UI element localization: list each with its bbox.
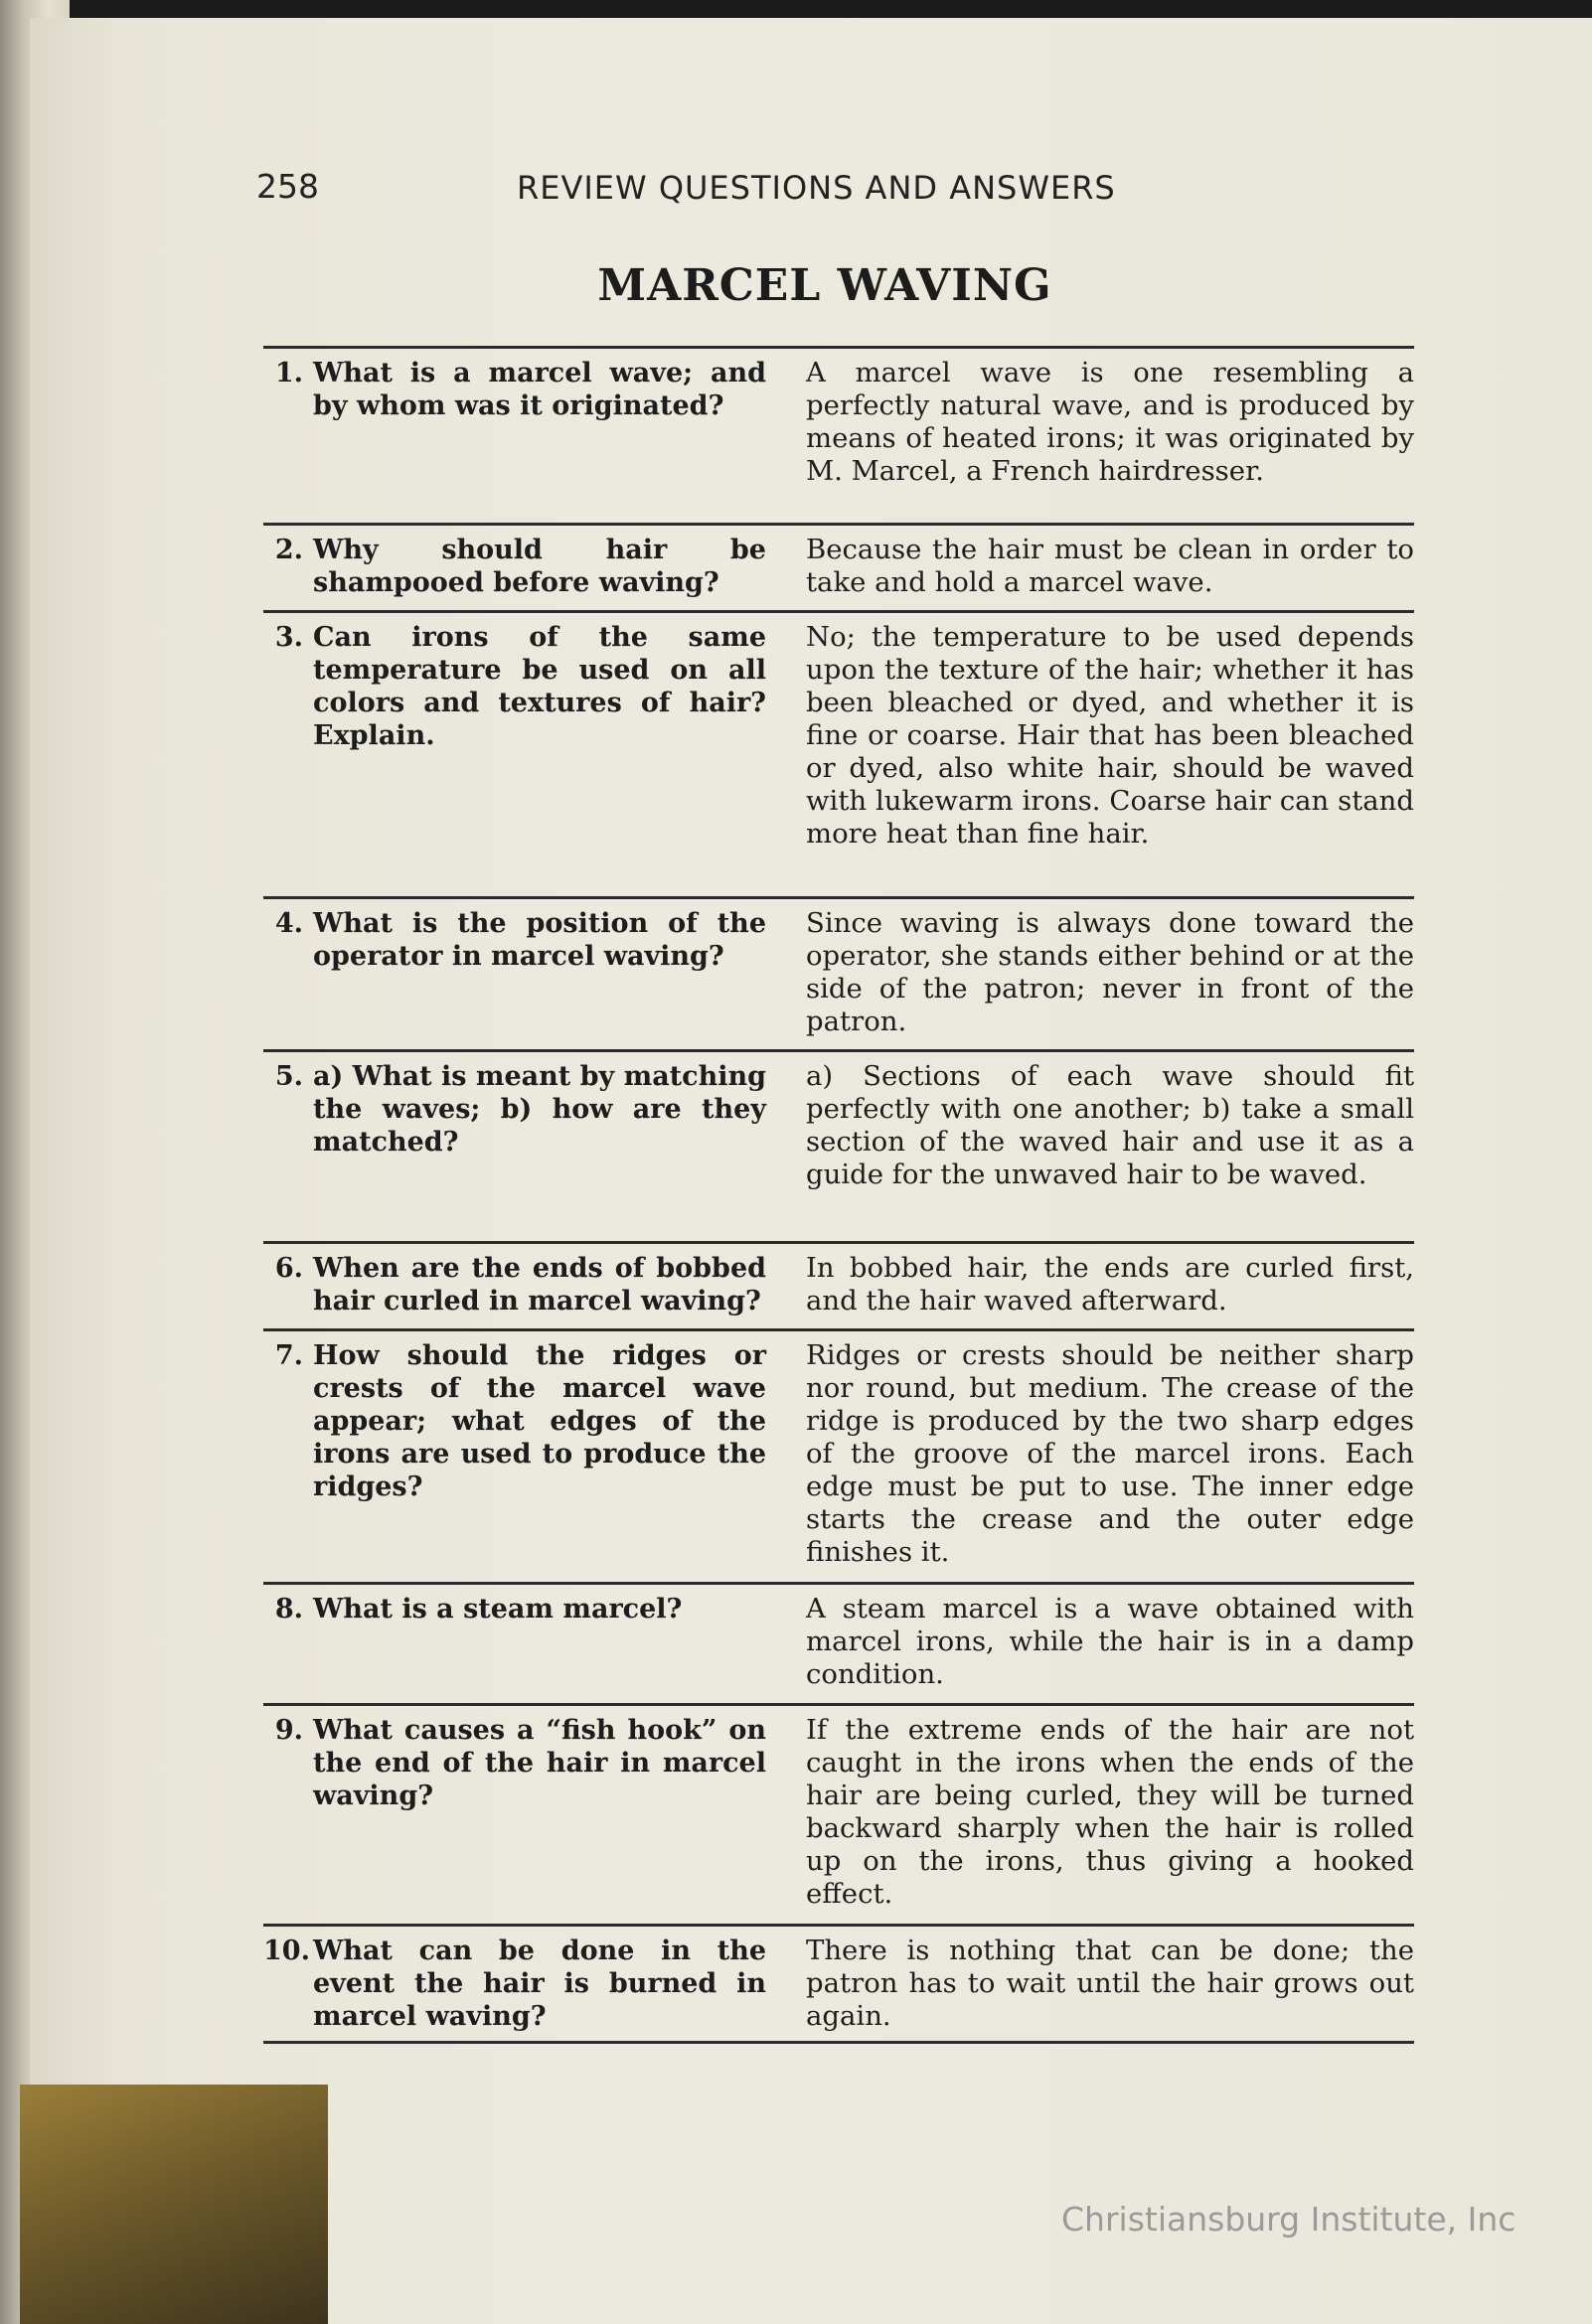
- question-number: 4.: [274, 908, 303, 939]
- qa-table: [263, 346, 1414, 2044]
- question-text: How should the ridges or crests of the marcel wave appear; what edges of the irons are used to produce the ridges?: [313, 1340, 766, 1502]
- qa-row: [263, 1244, 1414, 1331]
- question-number: 10.: [263, 1936, 310, 1966]
- question-text: What can be done in the event the hair is burned in marcel waving?: [313, 1936, 766, 2032]
- question-number: 5.: [274, 1061, 303, 1092]
- answer-text: Since waving is always done toward the operator, she stands either behind or at the side of the patron; never in front of the patron.: [806, 907, 1414, 1037]
- qa-row: [263, 1927, 1414, 2044]
- qa-row: [263, 899, 1414, 1052]
- question: [263, 1714, 766, 1914]
- question-text: Can irons of the same temperature be used on all colors and textures of hair? Explain.: [313, 622, 766, 751]
- page-number: 258: [256, 167, 319, 206]
- answer-text: A marcel wave is one resembling a perfectly natural wave, and is produced by means of heated irons; it was originated by M. Marcel, a French hairdresser.: [806, 357, 1414, 487]
- answer-text: Ridges or crests should be neither sharp nor round, but medium. The crease of the ridge is produced by the two sharp edges of the groove of the marcel irons. Each edge must be put to use. The inner edge starts the crease and the outer edge finishes it.: [806, 1339, 1414, 1568]
- question-text: When are the ends of bobbed hair curled in marcel waving?: [313, 1253, 766, 1317]
- question: [263, 534, 766, 600]
- question: [263, 621, 766, 886]
- question-number: 3.: [274, 622, 303, 653]
- qa-row: [263, 1331, 1414, 1585]
- question-number: 8.: [274, 1594, 303, 1625]
- running-head: REVIEW QUESTIONS AND ANSWERS: [517, 169, 1116, 207]
- watermark: Christiansburg Institute, Inc: [1061, 2200, 1516, 2239]
- question: [263, 357, 766, 513]
- qa-row: [263, 526, 1414, 613]
- qa-row: [263, 349, 1414, 526]
- question-number: 2.: [274, 535, 303, 565]
- question-text: What is the position of the operator in marcel waving?: [313, 908, 766, 972]
- question-text: a) What is meant by matching the waves; b) how are they matched?: [313, 1061, 766, 1158]
- question-number: 6.: [274, 1253, 303, 1284]
- answer-text: If the extreme ends of the hair are not caught in the irons when the ends of the hair are being curled, they will be turned backward sharply when the hair is rolled up on the irons, thus giving a hooked effect.: [806, 1714, 1414, 1910]
- question: [263, 1935, 766, 2031]
- question: [263, 1252, 766, 1318]
- question-number: 1.: [274, 358, 303, 388]
- answer-text: a) Sections of each wave should fit perfectly with one another; b) take a small section of the waved hair and use it as a guide for the unwaved hair to be waved.: [806, 1060, 1414, 1190]
- answer-text: A steam marcel is a wave obtained with marcel irons, while the hair is in a damp condition.: [806, 1593, 1414, 1690]
- qa-row: [263, 1052, 1414, 1244]
- question-text: Why should hair be shampooed before waving?: [313, 535, 766, 598]
- question: [263, 1060, 766, 1231]
- question: [263, 907, 766, 1039]
- qa-row: [263, 1706, 1414, 1927]
- answer-text: Because the hair must be clean in order to take and hold a marcel wave.: [806, 534, 1414, 598]
- question: [263, 1339, 766, 1572]
- answer-text: No; the temperature to be used depends upon the texture of the hair; whether it has been bleached or dyed, and whether it is fine or coarse. Hair that has been bleached or dyed, also white hair, should be waved with lukewarm irons. Coarse hair can stand more heat than fine hair.: [806, 621, 1414, 850]
- question: [263, 1593, 766, 1693]
- question-number: 7.: [274, 1340, 303, 1371]
- answer-text: There is nothing that can be done; the patron has to wait until the hair grows out again.: [806, 1935, 1414, 2032]
- qa-row: [263, 1585, 1414, 1706]
- question-number: 9.: [274, 1715, 303, 1746]
- question-text: What is a marcel wave; and by whom was it originated?: [313, 358, 766, 421]
- question-text: What is a steam marcel?: [313, 1594, 683, 1625]
- bookend-block: [20, 2085, 328, 2324]
- section-title: MARCEL WAVING: [597, 260, 1052, 311]
- qa-row: [263, 613, 1414, 899]
- question-text: What causes a “fish hook” on the end of the hair in marcel waving?: [313, 1715, 766, 1811]
- answer-text: In bobbed hair, the ends are curled first, and the hair waved afterward.: [806, 1252, 1414, 1317]
